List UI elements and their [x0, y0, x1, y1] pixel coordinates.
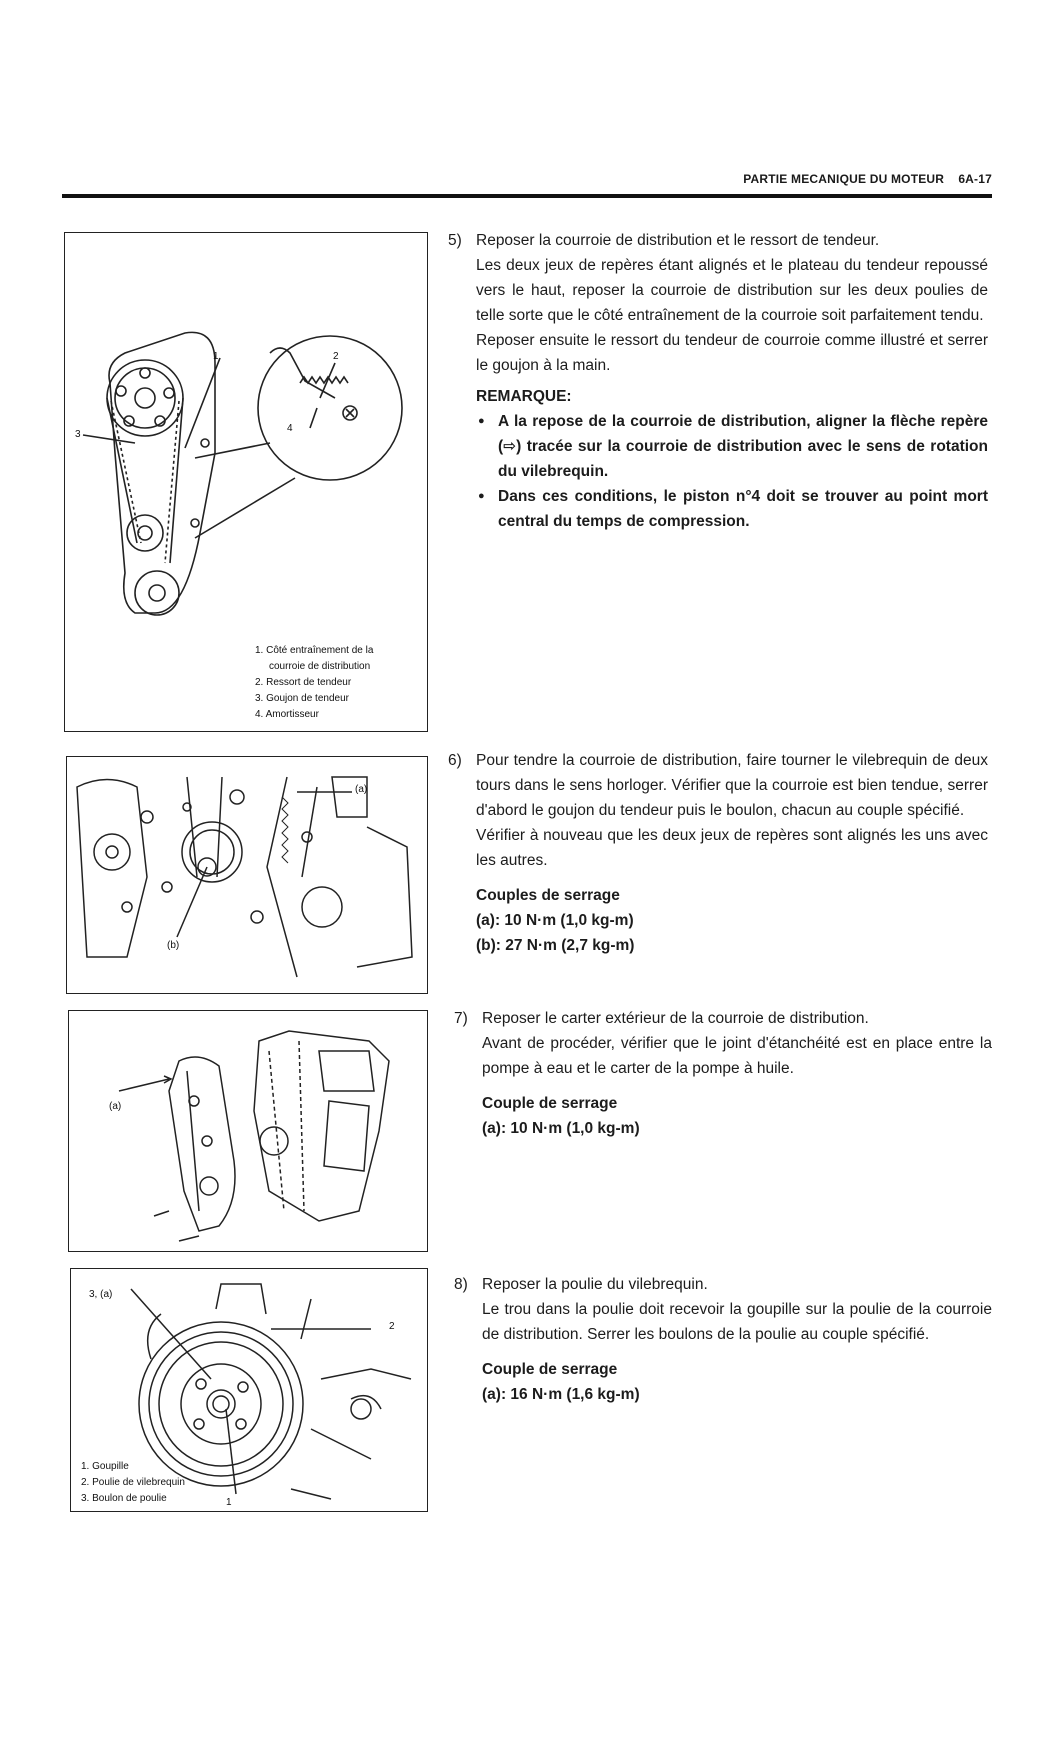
legend-item: courroie de distribution	[269, 661, 371, 672]
figure-crank-pulley	[70, 1268, 428, 1512]
figure-timing-belt	[64, 232, 428, 732]
step-paragraph: Le trou dans la poulie doit recevoir la goupille sur la poulie de la courroie de distribution. Serrer les boulons de la poulie au couple spécifié.	[482, 1301, 992, 1343]
step-lead: Reposer le carter extérieur de la courroie de distribution.	[482, 1010, 869, 1027]
timing-belt-illustration	[65, 233, 428, 732]
torque-value: (b): 27 N·m (2,7 kg-m)	[476, 937, 635, 954]
figure-legend	[255, 643, 373, 723]
note-title: REMARQUE:	[476, 388, 572, 405]
page-number: 6A-17	[958, 172, 992, 186]
legend-item: 2. Poulie de vilebrequin	[81, 1477, 185, 1488]
figure-tensioner-bolts	[66, 756, 428, 994]
torque-title: Couple de serrage	[482, 1095, 618, 1112]
figure-legend	[81, 1459, 185, 1507]
callout-1: 1	[226, 1497, 232, 1508]
outer-cover-illustration	[69, 1011, 428, 1252]
tensioner-illustration	[67, 757, 428, 994]
step-8	[454, 1272, 992, 1407]
section-title: PARTIE MECANIQUE DU MOTEUR	[743, 172, 945, 186]
step-paragraph: Avant de procéder, vérifier que le joint d'étanchéité est en place entre la pompe à eau et le carter de la pompe à huile.	[482, 1035, 992, 1077]
legend-item: 1. Côté entraînement de la	[255, 645, 374, 656]
legend-item: 3. Boulon de poulie	[81, 1493, 167, 1504]
step-number: 6)	[448, 752, 462, 769]
torque-title: Couple de serrage	[482, 1361, 618, 1378]
legend-item: 1. Goupille	[81, 1461, 129, 1472]
step-paragraph: Vérifier à nouveau que les deux jeux de repères sont alignés les uns avec les autres.	[476, 827, 988, 869]
step-number: 7)	[454, 1010, 468, 1027]
callout-b: (b)	[167, 940, 180, 951]
step-paragraph: Les deux jeux de repères étant alignés et le plateau du tendeur repoussé vers le haut, reposer la courroie de distribution sur les deux poulies de telle sorte que le côté entraînement de la courroie soit parfaitement tendu.	[476, 257, 988, 324]
callout-3: 3	[75, 429, 81, 440]
callout-2: 2	[389, 1321, 395, 1332]
callout-2: 2	[333, 351, 339, 362]
step-paragraph: Reposer ensuite le ressort du tendeur de courroie comme illustré et serrer le goujon à la main.	[476, 332, 988, 374]
note-item: ● A la repose de la courroie de distribution, aligner la flèche repère (⇨) tracée sur la courroie de distribution avec le sens de rotation du vilebrequin.	[476, 409, 988, 484]
torque-value: (a): 10 N·m (1,0 kg-m)	[476, 912, 634, 929]
legend-item: 2. Ressort de tendeur	[255, 677, 352, 688]
step-5	[448, 228, 988, 534]
figure-outer-cover	[68, 1010, 428, 1252]
step-7	[454, 1006, 992, 1141]
legend-item: 4. Amortisseur	[255, 709, 319, 720]
callout-3a: 3, (a)	[89, 1289, 113, 1300]
torque-value: (a): 16 N·m (1,6 kg-m)	[482, 1386, 640, 1403]
callout-a: (a)	[355, 784, 368, 795]
step-lead: Reposer la courroie de distribution et le ressort de tendeur.	[476, 232, 880, 249]
step-number: 8)	[454, 1276, 468, 1293]
step-6	[448, 748, 988, 958]
legend-item: 3. Goujon de tendeur	[255, 693, 349, 704]
step-paragraph: Pour tendre la courroie de distribution, faire tourner le vilebrequin de deux tours dans le sens horloger. Vérifier que la courroie est bien tendue, serrer d'abord le goujon du tendeur puis le boulon, chacun au couple spécifié.	[476, 752, 988, 819]
running-header	[743, 172, 992, 186]
callout-4: 4	[287, 423, 293, 434]
callout-a: (a)	[109, 1101, 122, 1112]
header-rule	[62, 194, 992, 198]
callout-1: 1	[213, 351, 219, 362]
step-lead: Reposer la poulie du vilebrequin.	[482, 1276, 708, 1293]
torque-title: Couples de serrage	[476, 887, 620, 904]
step-number: 5)	[448, 232, 462, 249]
torque-value: (a): 10 N·m (1,0 kg-m)	[482, 1120, 640, 1137]
note-item: ● Dans ces conditions, le piston n°4 doit se trouver au point mort central du temps de compression.	[476, 484, 988, 534]
note-list	[476, 409, 988, 534]
